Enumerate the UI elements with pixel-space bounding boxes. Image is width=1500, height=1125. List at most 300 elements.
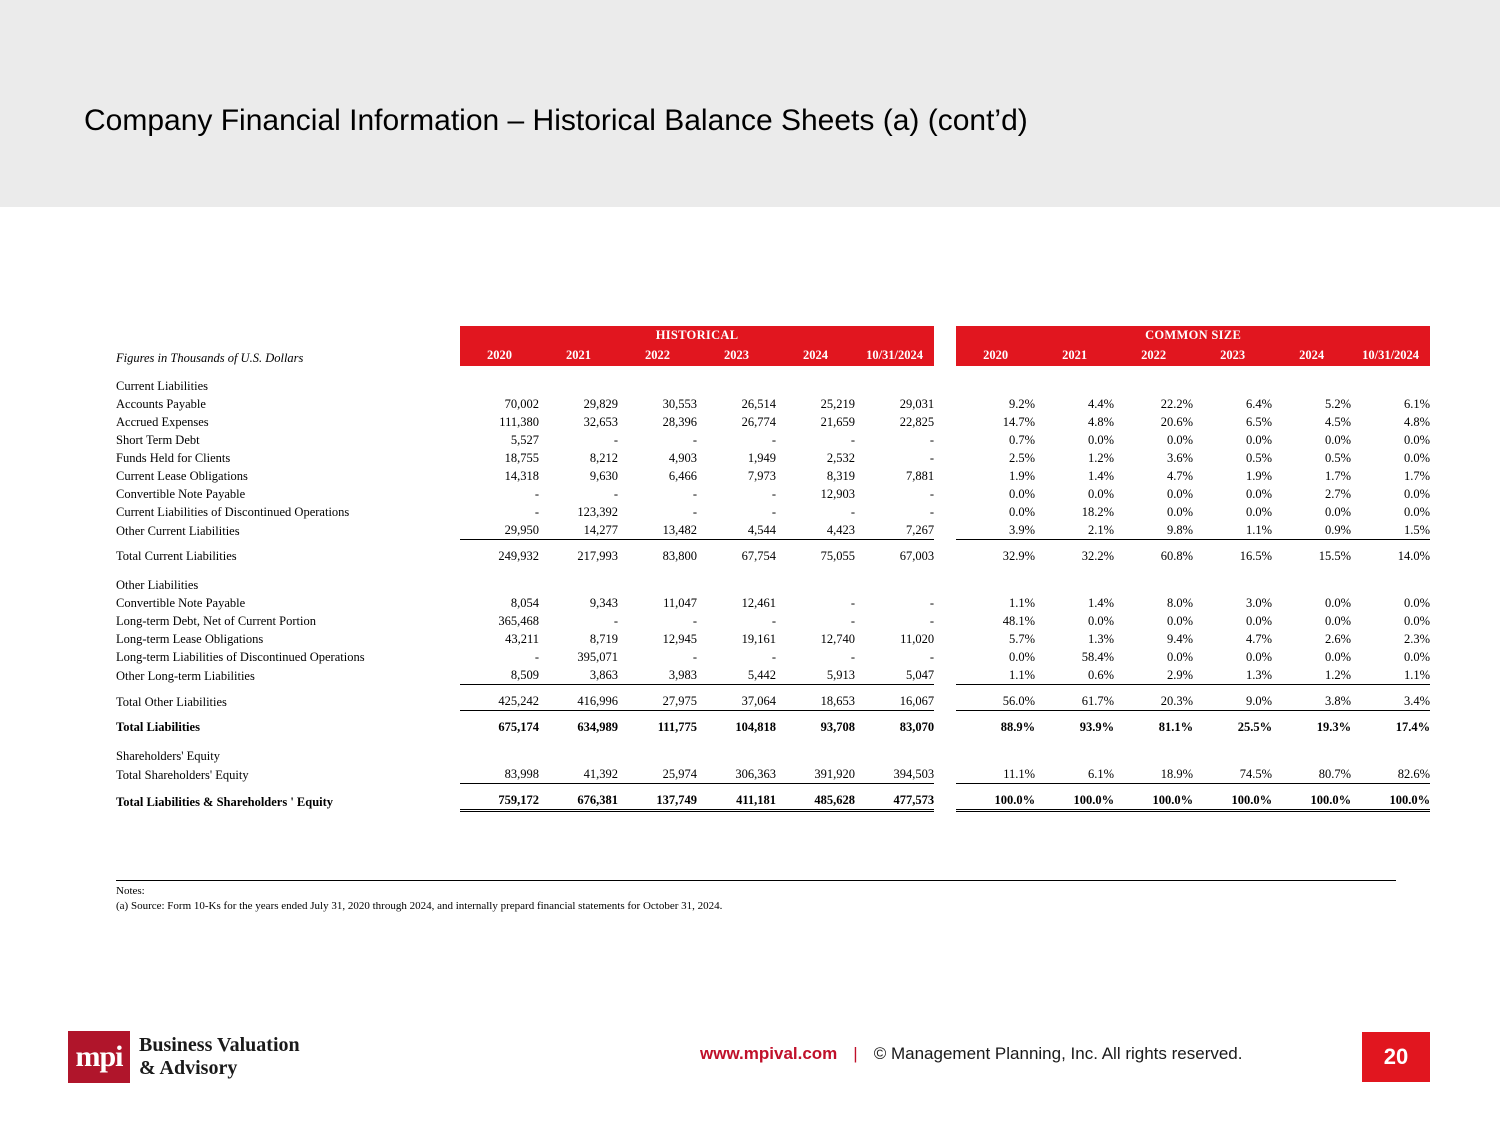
cell: 88.9% <box>1000 720 1036 734</box>
cell: 0.5% <box>1325 451 1352 465</box>
cell: 0.0% <box>1404 505 1431 519</box>
cell: 1,949 <box>747 451 776 465</box>
cell: - <box>613 433 618 447</box>
row-label: Long-term Debt, Net of Current Portion <box>116 614 316 628</box>
cell: - <box>692 487 697 501</box>
cell: 81.1% <box>1158 720 1194 734</box>
cell: 8,212 <box>589 451 618 465</box>
cell: 4.7% <box>1246 632 1273 646</box>
cell: - <box>929 487 935 501</box>
cell: 29,031 <box>899 397 935 411</box>
cell: 100.0% <box>1351 791 1430 811</box>
cell: 2.7% <box>1325 487 1352 501</box>
year-header-gap <box>934 345 956 366</box>
cell: 37,064 <box>697 692 776 711</box>
cell: 2.1% <box>1035 521 1114 540</box>
hist-year-2024: 2024 <box>776 345 855 366</box>
cell: 11,020 <box>900 632 935 646</box>
cell: 395,071 <box>577 650 618 664</box>
cell: 485,628 <box>776 791 855 811</box>
cell: 15.5% <box>1318 549 1352 563</box>
row-spacer <box>116 711 1430 719</box>
cell: 9,630 <box>589 469 618 483</box>
cell: 61.7% <box>1035 692 1114 711</box>
cell: 2,532 <box>826 451 855 465</box>
cell: 32.9% <box>1002 549 1036 563</box>
row-label: Current Liabilities of Discontinued Operations <box>116 505 350 519</box>
cell: 4.8% <box>1404 415 1431 429</box>
notes-title: Notes: <box>116 885 145 897</box>
cell: 0.0% <box>1404 596 1431 610</box>
cell: 5,047 <box>855 666 934 685</box>
row-spacer <box>116 366 1430 377</box>
cell: - <box>850 505 855 519</box>
section-heading-shareholders-equity: Shareholders' Equity <box>116 749 220 763</box>
cell: 100.0% <box>1035 791 1114 811</box>
cell: 2.6% <box>1325 632 1352 646</box>
table-row <box>116 594 1430 612</box>
cell: 4.7% <box>1167 469 1194 483</box>
cell: 1.3% <box>1088 632 1115 646</box>
cell: 22,825 <box>899 415 935 429</box>
cell: 0.0% <box>1167 433 1194 447</box>
cell: - <box>534 650 539 664</box>
cell: 1.7% <box>1325 469 1352 483</box>
cell: - <box>850 650 855 664</box>
table-row <box>116 648 1430 666</box>
cell: 70,002 <box>504 397 539 411</box>
cell: 0.0% <box>1009 650 1036 664</box>
cell: 365,468 <box>498 614 539 628</box>
cell: 67,003 <box>899 549 935 563</box>
cell: - <box>929 650 935 664</box>
cs-year-2020: 2020 <box>956 345 1035 366</box>
cell: 7,973 <box>747 469 776 483</box>
cell: 21,659 <box>820 415 855 429</box>
cell: 7,881 <box>905 469 935 483</box>
logo-line-1: Business Valuation <box>139 1034 300 1056</box>
group-header-historical: HISTORICAL <box>460 326 934 345</box>
cell: 43,211 <box>505 632 539 646</box>
cell: 4,903 <box>668 451 697 465</box>
cell: 8.0% <box>1167 596 1194 610</box>
cell: 0.0% <box>1246 505 1273 519</box>
cell: 6.1% <box>1035 765 1114 784</box>
cell: - <box>929 433 935 447</box>
cell: 14.0% <box>1397 549 1431 563</box>
cell: 9,343 <box>589 596 618 610</box>
cell: 0.0% <box>1246 650 1273 664</box>
cell: 3.6% <box>1167 451 1194 465</box>
cell: 111,380 <box>499 415 539 429</box>
cell: 7,267 <box>855 521 934 540</box>
cell: 4,544 <box>697 521 776 540</box>
cell: 0.9% <box>1272 521 1351 540</box>
cell: - <box>692 614 697 628</box>
cell: 75,055 <box>820 549 855 563</box>
cell: 25.5% <box>1237 720 1273 734</box>
subtotal-row <box>116 692 1430 711</box>
cell: 9.4% <box>1167 632 1194 646</box>
cell: 0.0% <box>1088 487 1115 501</box>
cell: 2.3% <box>1404 632 1431 646</box>
section-heading-row <box>116 747 1430 765</box>
cell: 1.1% <box>1193 521 1272 540</box>
company-logo <box>68 1031 300 1083</box>
cell: 29,950 <box>460 521 539 540</box>
row-label: Long-term Lease Obligations <box>116 632 264 646</box>
row-label: Convertible Note Payable <box>116 596 246 610</box>
cell: 0.0% <box>1325 433 1352 447</box>
cell: 0.0% <box>1167 650 1194 664</box>
cell: 2.9% <box>1114 666 1193 685</box>
group-header-spacer <box>116 326 460 345</box>
cell: 18,653 <box>776 692 855 711</box>
cell: 111,775 <box>657 720 697 734</box>
cell: 123,392 <box>577 505 618 519</box>
hist-year-2022: 2022 <box>618 345 697 366</box>
cell: 1.3% <box>1193 666 1272 685</box>
cell: 12,903 <box>820 487 855 501</box>
row-label: Total Shareholders' Equity <box>116 767 249 782</box>
cell: 4.5% <box>1325 415 1352 429</box>
table-row <box>116 449 1430 467</box>
cell: 12,945 <box>662 632 697 646</box>
cell: 477,573 <box>855 791 934 811</box>
cell: 3,863 <box>539 666 618 685</box>
cell: - <box>534 487 539 501</box>
cs-year-ltm: 10/31/2024 <box>1351 345 1430 366</box>
cell: 67,754 <box>741 549 776 563</box>
cell: 1.1% <box>1351 666 1430 685</box>
cell: - <box>929 596 935 610</box>
cell: - <box>771 650 776 664</box>
cell: 82.6% <box>1351 765 1430 784</box>
financial-table <box>116 326 1430 812</box>
section-heading-current-liabilities: Current Liabilities <box>116 379 208 393</box>
cell: 28,396 <box>662 415 697 429</box>
logo-wordmark <box>139 1034 300 1080</box>
cell: 0.0% <box>1009 487 1036 501</box>
cell: 19.3% <box>1316 720 1352 734</box>
cell: 12,461 <box>741 596 776 610</box>
cell: 11.1% <box>956 765 1035 784</box>
cell: 8,719 <box>589 632 618 646</box>
hist-year-2020: 2020 <box>460 345 539 366</box>
footer-website-link[interactable]: www.mpival.com <box>700 1044 838 1063</box>
table-year-header-row <box>116 345 1430 366</box>
cs-year-2021: 2021 <box>1035 345 1114 366</box>
cell: 14,277 <box>539 521 618 540</box>
cs-year-2023: 2023 <box>1193 345 1272 366</box>
row-label: Current Lease Obligations <box>116 469 248 483</box>
cell: 0.7% <box>1009 433 1036 447</box>
cell: - <box>929 614 935 628</box>
cell: 0.0% <box>1325 505 1352 519</box>
table-row <box>116 503 1430 521</box>
cell: 416,996 <box>539 692 618 711</box>
cell: 6.4% <box>1246 397 1273 411</box>
cell: 1.9% <box>1009 469 1036 483</box>
cell: 25,974 <box>618 765 697 784</box>
row-label: Short Term Debt <box>116 433 200 447</box>
cell: 1.2% <box>1088 451 1115 465</box>
row-label: Accrued Expenses <box>116 415 209 429</box>
cell: 5.7% <box>1009 632 1036 646</box>
section-heading-row <box>116 576 1430 594</box>
table-row <box>116 431 1430 449</box>
table-row <box>116 395 1430 413</box>
cell: - <box>850 614 855 628</box>
logo-mark: mpi <box>68 1031 130 1083</box>
cell: 18.2% <box>1081 505 1115 519</box>
cell: 83,800 <box>662 549 697 563</box>
cell: 0.0% <box>1404 451 1431 465</box>
cell: 14.7% <box>1002 415 1036 429</box>
row-spacer <box>116 784 1430 792</box>
cell: 2.5% <box>1009 451 1036 465</box>
cell: 30,553 <box>662 397 697 411</box>
cell: 20.6% <box>1160 415 1194 429</box>
hist-year-2023: 2023 <box>697 345 776 366</box>
footer-separator: | <box>853 1044 858 1063</box>
cell: 306,363 <box>697 765 776 784</box>
cell: 100.0% <box>1114 791 1193 811</box>
cell: - <box>929 505 935 519</box>
cell: 9.2% <box>1009 397 1036 411</box>
table-group-header-row <box>116 326 1430 345</box>
cell: 16.5% <box>1239 549 1273 563</box>
cell: 0.0% <box>1167 487 1194 501</box>
cell: 391,920 <box>776 765 855 784</box>
cell: 48.1% <box>1002 614 1036 628</box>
cell: - <box>771 614 776 628</box>
cell: 74.5% <box>1193 765 1272 784</box>
row-label: Total Liabilities <box>116 720 200 734</box>
cell: 12,740 <box>820 632 855 646</box>
cell: 1.4% <box>1088 596 1115 610</box>
cs-year-2024: 2024 <box>1272 345 1351 366</box>
subtotal-row <box>116 547 1430 565</box>
cell: 93,708 <box>820 720 855 734</box>
cell: 0.0% <box>1404 650 1431 664</box>
cell: 0.0% <box>1325 650 1352 664</box>
table-row <box>116 612 1430 630</box>
cell: 6,466 <box>668 469 697 483</box>
cell: 26,514 <box>741 397 776 411</box>
logo-line-2: & Advisory <box>139 1057 238 1079</box>
cell: 1.9% <box>1246 469 1273 483</box>
cell: 26,774 <box>741 415 776 429</box>
cell: 0.0% <box>1088 614 1115 628</box>
cell: 1.7% <box>1404 469 1431 483</box>
row-spacer <box>116 736 1430 747</box>
total-liabilities-row <box>116 718 1430 736</box>
cell: 0.0% <box>1246 614 1273 628</box>
table-row <box>116 467 1430 485</box>
table-row <box>116 521 1430 540</box>
cell: 6.5% <box>1246 415 1273 429</box>
cell: 104,818 <box>735 720 776 734</box>
cell: 22.2% <box>1160 397 1194 411</box>
cell: - <box>850 596 855 610</box>
cell: 1.5% <box>1351 521 1430 540</box>
cell: - <box>771 487 776 501</box>
cell: 217,993 <box>577 549 618 563</box>
cell: 29,829 <box>583 397 618 411</box>
cell: 0.0% <box>1246 433 1273 447</box>
row-label: Total Current Liabilities <box>116 549 237 563</box>
table-row <box>116 413 1430 431</box>
cell: 137,749 <box>618 791 697 811</box>
cell: 1.2% <box>1272 666 1351 685</box>
footer-center <box>700 1044 1243 1064</box>
row-label: Accounts Payable <box>116 397 206 411</box>
cell: - <box>850 433 855 447</box>
cell: 58.4% <box>1081 650 1115 664</box>
row-label: Total Other Liabilities <box>116 694 227 709</box>
cell: 759,172 <box>460 791 539 811</box>
cell: 93.9% <box>1079 720 1115 734</box>
cell: 411,181 <box>697 791 776 811</box>
row-label: Total Liabilities & Shareholders ' Equity <box>116 794 334 809</box>
cell: - <box>929 451 935 465</box>
cell: 60.8% <box>1160 549 1194 563</box>
cell: 1.1% <box>956 666 1035 685</box>
cell: 56.0% <box>956 692 1035 711</box>
cell: 100.0% <box>956 791 1035 811</box>
row-spacer <box>116 565 1430 576</box>
cs-year-2022: 2022 <box>1114 345 1193 366</box>
cell: 3.9% <box>956 521 1035 540</box>
table-row <box>116 765 1430 784</box>
cell: 4,423 <box>776 521 855 540</box>
table-row <box>116 485 1430 503</box>
row-label: Other Long-term Liabilities <box>116 668 255 683</box>
cell: 249,932 <box>498 549 539 563</box>
cell: 8,509 <box>460 666 539 685</box>
cell: 1.1% <box>1009 596 1036 610</box>
figures-units-note: Figures in Thousands of U.S. Dollars <box>116 351 304 365</box>
cell: - <box>692 433 697 447</box>
row-label: Other Current Liabilities <box>116 523 240 538</box>
balance-sheet-table <box>116 326 1431 812</box>
cell: 100.0% <box>1193 791 1272 811</box>
cell: 676,381 <box>539 791 618 811</box>
notes-divider <box>116 880 1396 881</box>
row-label: Convertible Note Payable <box>116 487 246 501</box>
cell: 19,161 <box>741 632 776 646</box>
page-title: Company Financial Information – Historical Balance Sheets (a) (cont’d) <box>84 104 1028 137</box>
group-header-gap <box>934 326 956 345</box>
cell: 3,983 <box>618 666 697 685</box>
cell: 25,219 <box>820 397 855 411</box>
cell: 5,913 <box>776 666 855 685</box>
cell: 0.0% <box>1404 433 1431 447</box>
section-heading-other-liabilities: Other Liabilities <box>116 578 199 592</box>
cell: - <box>692 505 697 519</box>
cell: 100.0% <box>1272 791 1351 811</box>
cell: 0.0% <box>1009 505 1036 519</box>
cell: 3.4% <box>1351 692 1430 711</box>
cell: 0.6% <box>1035 666 1114 685</box>
cell: - <box>771 505 776 519</box>
row-label: Funds Held for Clients <box>116 451 231 465</box>
cell: 0.5% <box>1246 451 1273 465</box>
cell: 634,989 <box>577 720 618 734</box>
cell: 0.0% <box>1325 596 1352 610</box>
cell: 0.0% <box>1088 433 1115 447</box>
cell: 3.0% <box>1246 596 1273 610</box>
cell: 83,998 <box>460 765 539 784</box>
table-row <box>116 630 1430 648</box>
cell: 394,503 <box>855 765 934 784</box>
cell: 0.0% <box>1246 487 1273 501</box>
page-number-badge: 20 <box>1362 1032 1430 1082</box>
cell: 13,482 <box>618 521 697 540</box>
cell: 9.0% <box>1193 692 1272 711</box>
cell: - <box>534 505 539 519</box>
hist-year-2021: 2021 <box>539 345 618 366</box>
cell: 16,067 <box>855 692 934 711</box>
cell: 0.0% <box>1167 614 1194 628</box>
cell: 4.8% <box>1088 415 1115 429</box>
cell: 4.4% <box>1088 397 1115 411</box>
cell: 425,242 <box>460 692 539 711</box>
cell: 80.7% <box>1272 765 1351 784</box>
row-spacer <box>116 685 1430 693</box>
cell: 0.0% <box>1404 614 1431 628</box>
cell: 32.2% <box>1081 549 1115 563</box>
group-header-common-size: COMMON SIZE <box>956 326 1430 345</box>
cell: 41,392 <box>539 765 618 784</box>
cell: - <box>771 433 776 447</box>
cell: 0.0% <box>1167 505 1194 519</box>
note-item-a: (a) Source: Form 10-Ks for the years ended July 31, 2020 through 2024, and internally prepard financial statements for October 31, 2024. <box>116 900 723 912</box>
cell: 17.4% <box>1395 720 1431 734</box>
cell: 9.8% <box>1114 521 1193 540</box>
section-heading-row <box>116 377 1430 395</box>
hist-year-ltm: 10/31/2024 <box>855 345 934 366</box>
cell: 20.3% <box>1114 692 1193 711</box>
cell: 27,975 <box>618 692 697 711</box>
cell: 6.1% <box>1404 397 1431 411</box>
cell: 18,755 <box>504 451 539 465</box>
row-spacer <box>116 540 1430 548</box>
notes-block <box>116 880 1396 914</box>
cell: 5.2% <box>1325 397 1352 411</box>
cell: 18.9% <box>1114 765 1193 784</box>
cell: 83,070 <box>899 720 935 734</box>
cell: 1.4% <box>1088 469 1115 483</box>
cell: 8,054 <box>510 596 539 610</box>
cell: 0.0% <box>1404 487 1431 501</box>
row-label: Long-term Liabilities of Discontinued Operations <box>116 650 365 664</box>
cell: 675,174 <box>498 720 539 734</box>
cell: 32,653 <box>583 415 618 429</box>
cell: 14,318 <box>504 469 539 483</box>
cell: 5,527 <box>510 433 539 447</box>
cell: 11,047 <box>663 596 697 610</box>
cell: - <box>692 650 697 664</box>
cell: 0.0% <box>1325 614 1352 628</box>
footer-copyright: © Management Planning, Inc. All rights reserved. <box>873 1044 1243 1063</box>
cell: 5,442 <box>697 666 776 685</box>
cell: - <box>613 487 618 501</box>
cell: 8,319 <box>826 469 855 483</box>
grand-total-row <box>116 791 1430 811</box>
cell: 3.8% <box>1272 692 1351 711</box>
